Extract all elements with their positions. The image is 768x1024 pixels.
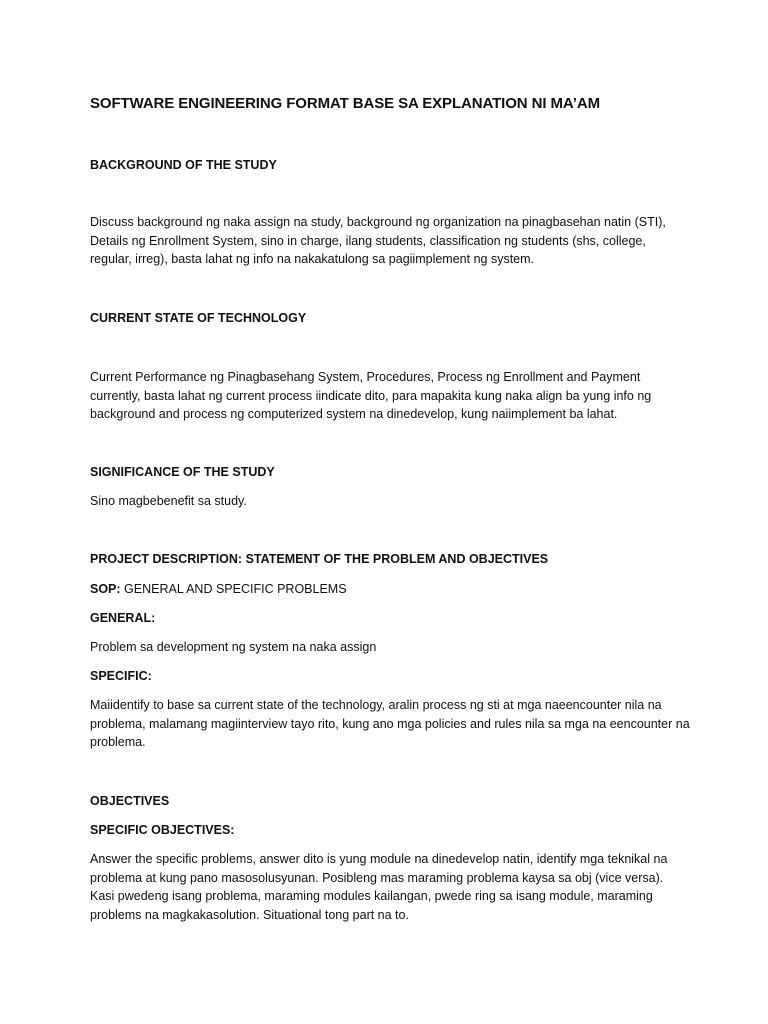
background-heading: BACKGROUND OF THE STUDY	[90, 158, 277, 172]
current-state-heading: CURRENT STATE OF TECHNOLOGY	[90, 311, 307, 325]
document-title: SOFTWARE ENGINEERING FORMAT BASE SA EXPLANATION NI MA’AM	[90, 95, 600, 112]
significance-body: Sino magbebenefit sa study.	[90, 494, 247, 508]
general-heading: GENERAL:	[90, 611, 156, 625]
general-body: Problem sa development ng system na naka assign	[90, 640, 377, 654]
specific-heading: SPECIFIC:	[90, 669, 152, 683]
project-description-heading: PROJECT DESCRIPTION: STATEMENT OF THE PROBLEM AND OBJECTIVES	[90, 552, 549, 566]
current-state-body: Current Performance ng Pinagbasehang System, Procedures, Process ng Enrollment and Payment currently, basta lahat ng current process iindicate dito, para mapakita kung naka align ba yung info ng background and process ng computerized system na dinedevelop, kung naiimplement ba lahat.	[90, 370, 652, 421]
specific-objectives-body: Answer the specific problems, answer dito is yung module na dinedevelop natin, identify mga teknikal na problema at kung pano masosolusyunan. Posibleng mas maraming problema kaysa sa obj (vice versa). Kasi pwedeng isang problema, maraming modules kailangan, pwede ring sa isang module, maraming problems na magkakasolution. Situational tong part na to.	[90, 852, 668, 922]
specific-objectives-heading: SPECIFIC OBJECTIVES:	[90, 823, 235, 837]
specific-body: Maiidentify to base sa current state of the technology, aralin process ng sti at mga naeencounter nila na problema, malamang magiinterview tayo rito, kung ano mga policies and rules nila sa mga na eencounter na problema.	[90, 698, 690, 749]
sop-text: GENERAL AND SPECIFIC PROBLEMS	[120, 582, 347, 596]
sop-line	[90, 580, 690, 599]
objectives-heading: OBJECTIVES	[90, 794, 170, 808]
sop-label: SOP:	[90, 582, 121, 596]
significance-heading: SIGNIFICANCE OF THE STUDY	[90, 465, 275, 479]
background-body: Discuss background ng naka assign na study, background ng organization na pinagbasehan natin (STI), Details ng Enrollment System, sino in charge, ilang students, classification ng students (shs, college, regular, irreg), basta lahat ng info na nakakatulong sa pagiimplement ng system.	[90, 215, 666, 266]
